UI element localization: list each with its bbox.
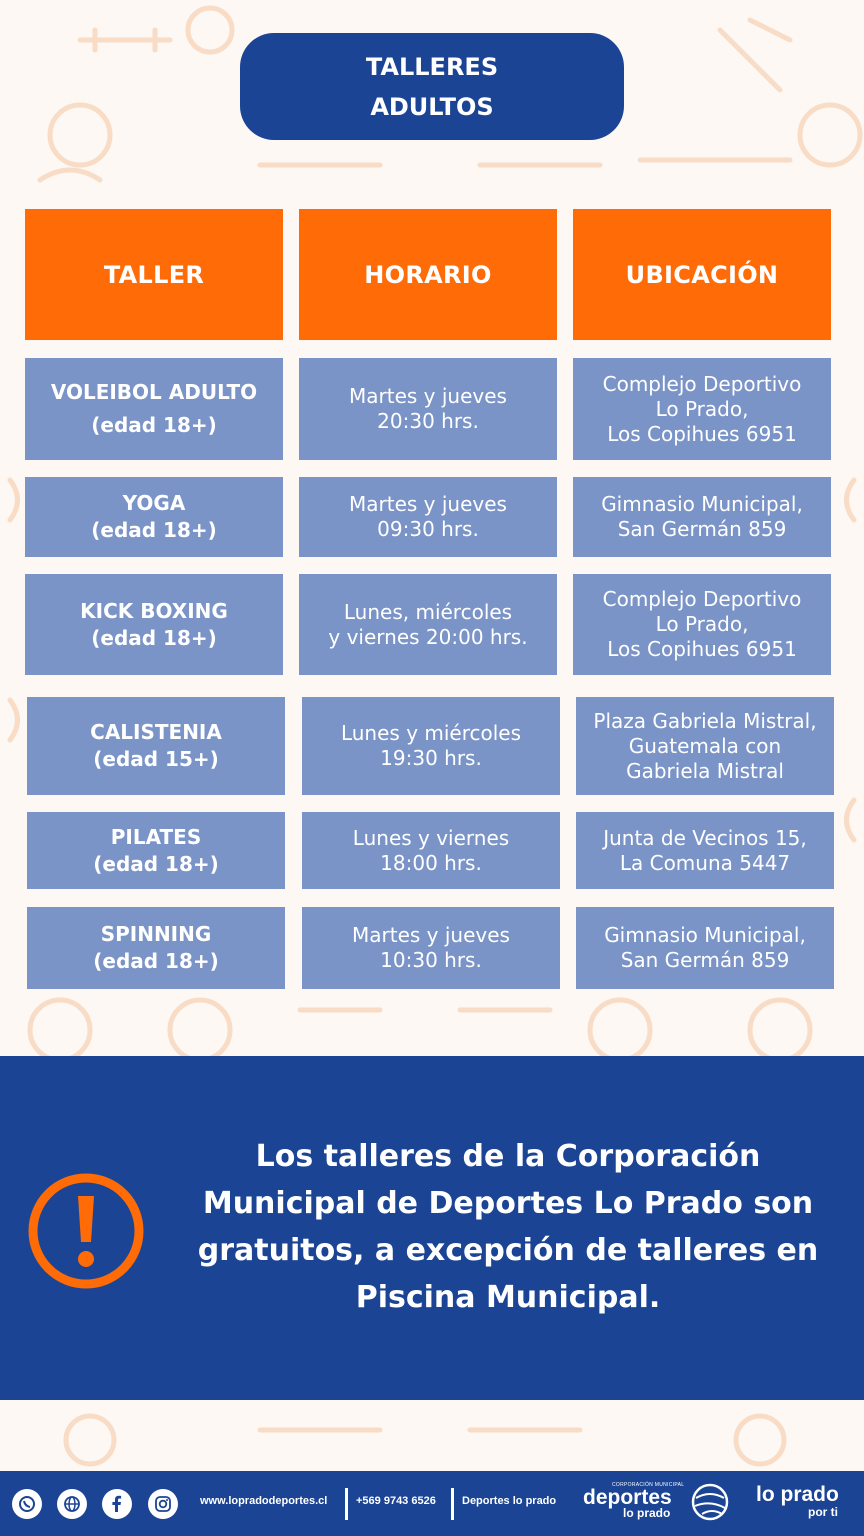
title-line-2: ADULTOS — [370, 92, 494, 121]
schedule-line: Lunes y viernes — [352, 825, 510, 850]
lo-prado-logo: lo prado — [756, 1483, 839, 1506]
schedule-line: Martes y jueves — [352, 923, 510, 947]
schedule-line: 10:30 hrs. — [380, 948, 482, 972]
workshop-name: PILATES — [110, 824, 202, 849]
schedule-line: Lunes, miércoles — [343, 599, 513, 624]
deportes-logo-icon — [690, 1482, 730, 1522]
location-line: Los Copihues 6951 — [607, 637, 797, 661]
location-line: Gimnasio Municipal, — [604, 923, 806, 947]
exclamation-circle-icon — [27, 1172, 145, 1290]
notice-line: Municipal de Deportes Lo Prado son — [202, 1186, 814, 1221]
table-row-location — [573, 358, 831, 460]
column-header-ubicacion: UBICACIÓN — [573, 209, 831, 340]
table-row-location — [573, 574, 831, 675]
workshop-age: (edad 18+) — [93, 949, 219, 973]
table-row-name — [27, 812, 285, 889]
schedule-line: Martes y jueves — [349, 492, 507, 516]
table-row-schedule — [299, 358, 557, 460]
table-row-name — [25, 477, 283, 557]
globe-icon[interactable] — [57, 1489, 87, 1519]
workshop-name: SPINNING — [100, 922, 212, 946]
table-row-location — [573, 477, 831, 557]
phone-number: +569 9743 6526 — [356, 1495, 436, 1507]
table-row-name — [27, 697, 285, 795]
lo-prado-tagline: por ti — [808, 1505, 838, 1519]
title-line-1: TALLERES — [365, 52, 499, 81]
location-line: La Comuna 5447 — [619, 850, 791, 875]
location-line: Complejo Deportivo — [602, 587, 802, 611]
website-link[interactable]: www.lopradodeportes.cl — [200, 1495, 328, 1507]
location-line: Junta de Vecinos 15, — [603, 825, 807, 850]
table-row-schedule — [299, 477, 557, 557]
whatsapp-icon[interactable] — [12, 1489, 42, 1519]
schedule-line: Martes y jueves — [349, 384, 507, 408]
table-row-name — [25, 358, 283, 460]
column-header-taller: TALLER — [25, 209, 283, 340]
workshop-name: YOGA — [122, 491, 186, 515]
location-line: Plaza Gabriela Mistral, — [593, 708, 817, 733]
brand-deportes: deportes — [583, 1486, 672, 1509]
workshop-name: CALISTENIA — [90, 720, 222, 744]
table-row-location — [576, 812, 834, 889]
table-row-schedule — [302, 907, 560, 989]
notice-text — [160, 1133, 856, 1321]
footer-divider — [451, 1488, 454, 1520]
workshop-age: (edad 18+) — [93, 851, 219, 876]
workshop-age: (edad 18+) — [91, 625, 217, 650]
workshop-age: (edad 18+) — [91, 518, 217, 542]
location-line: Los Copihues 6951 — [607, 421, 797, 446]
schedule-line: Lunes y miércoles — [340, 721, 522, 745]
table-row-location — [576, 907, 834, 989]
location-line: Complejo Deportivo — [602, 371, 802, 396]
notice-line: Los talleres de la Corporación — [255, 1139, 761, 1174]
schedule-line: 20:30 hrs. — [377, 409, 479, 433]
brand-lo-prado: lo prado — [623, 1506, 671, 1520]
notice-line: Piscina Municipal. — [355, 1280, 661, 1315]
location-line: Gabriela Mistral — [626, 758, 784, 783]
schedule-line: y viernes 20:00 hrs. — [328, 624, 528, 649]
instagram-icon[interactable] — [148, 1489, 178, 1519]
social-handle: Deportes lo prado — [462, 1495, 557, 1507]
page-title — [240, 33, 624, 140]
location-line: Guatemala con — [628, 733, 782, 758]
schedule-line: 18:00 hrs. — [380, 850, 482, 875]
schedule-line: 09:30 hrs. — [377, 517, 479, 541]
footer-divider — [345, 1488, 348, 1520]
table-row-location — [576, 697, 834, 795]
location-line: Lo Prado, — [655, 612, 749, 636]
column-header-horario: HORARIO — [299, 209, 557, 340]
table-row-name — [27, 907, 285, 989]
location-line: Lo Prado, — [655, 396, 749, 421]
facebook-icon[interactable] — [102, 1489, 132, 1519]
table-row-schedule — [302, 812, 560, 889]
brand-caption: CORPORACIÓN MUNICIPAL — [612, 1482, 685, 1488]
schedule-line: 19:30 hrs. — [380, 746, 482, 770]
table-row-schedule — [299, 574, 557, 675]
notice-line: gratuitos, a excepción de talleres en — [197, 1233, 819, 1268]
table-row-name — [25, 574, 283, 675]
workshop-name: VOLEIBOL ADULTO — [50, 380, 258, 404]
workshop-name: KICK BOXING — [80, 598, 228, 623]
workshop-age: (edad 15+) — [93, 747, 219, 771]
location-line: San Germán 859 — [617, 517, 787, 541]
table-row-schedule — [302, 697, 560, 795]
location-line: San Germán 859 — [620, 948, 790, 972]
location-line: Gimnasio Municipal, — [601, 492, 803, 516]
workshop-age: (edad 18+) — [91, 413, 217, 437]
